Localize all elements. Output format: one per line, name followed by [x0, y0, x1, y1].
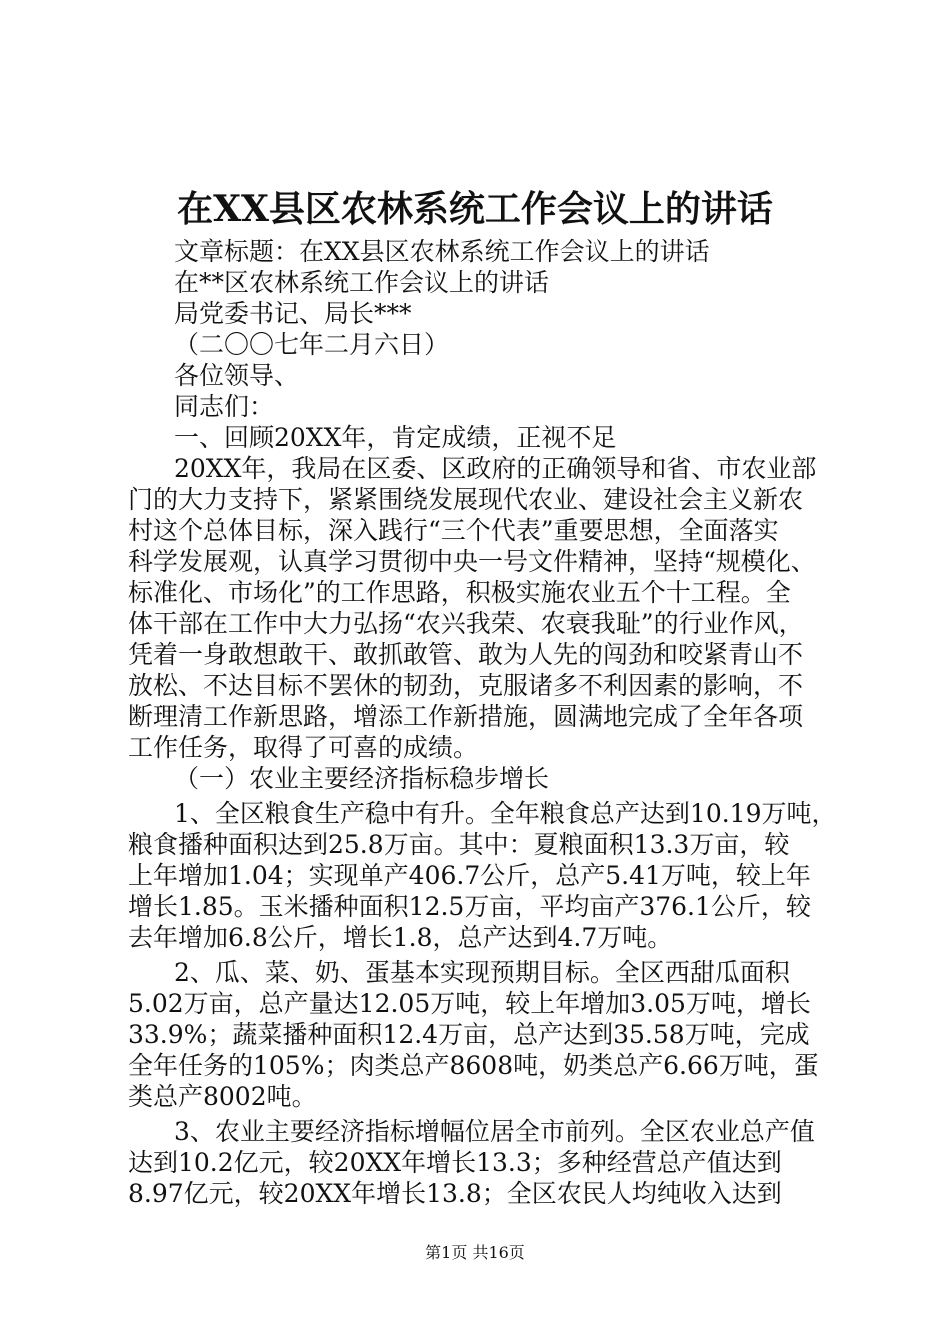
paragraph-line: 达到10.2亿元，较20XX年增长13.3；多种经营总产值达到	[128, 1148, 782, 1177]
paragraph-line: 全年任务的105%；肉类总产8608吨，奶类总产6.66万吨，蛋	[128, 1051, 819, 1080]
date-line: （二〇〇七年二月六日）	[174, 330, 450, 359]
paragraph-line: 门的大力支持下，紧紧围绕发展现代农业、建设社会主义新农	[128, 485, 804, 514]
salutation-line: 各位领导、	[174, 361, 300, 390]
paragraph-line: 8.97亿元，较20XX年增长13.8；全区农民人均纯收入达到	[128, 1179, 782, 1208]
paragraph-line: 2、瓜、菜、奶、蛋基本实现预期目标。全区西甜瓜面积	[174, 958, 790, 987]
document-title: 在XX县区农林系统工作会议上的讲话	[177, 188, 773, 230]
subsection-heading: （一）农业主要经济指标稳步增长	[174, 764, 550, 793]
paragraph-line: 体干部在工作中大力弘扬“农兴我荣、农衰我耻”的行业作风，	[128, 609, 804, 638]
article-title-line: 文章标题：在XX县区农林系统工作会议上的讲话	[174, 237, 710, 266]
paragraph-line: 放松、不达目标不罢休的韧劲，克服诸多不利因素的影响，不	[128, 671, 804, 700]
page-number: 第1页 共16页	[425, 1243, 525, 1262]
paragraph-line: 断理清工作新思路，增添工作新措施，圆满地完成了全年各项	[128, 702, 804, 731]
paragraph-line: 粮食播种面积达到25.8万亩。其中：夏粮面积13.3万亩，较	[128, 830, 790, 859]
paragraph-line: 标准化、市场化”的工作思路，积极实施农业五个十工程。全	[128, 578, 791, 607]
paragraph-line: 上年增加1.04；实现单产406.7公斤，总产5.41万吨，较上年	[128, 861, 811, 890]
paragraph-line: 村这个总体目标，深入践行“三个代表”重要思想，全面落实	[128, 516, 779, 545]
salutation-line: 同志们：	[174, 392, 275, 421]
paragraph-line: 增长1.85。玉米播种面积12.5万亩，平均亩产376.1公斤，较	[128, 892, 811, 921]
paragraph-line: 3、农业主要经济指标增幅位居全市前列。全区农业总产值	[174, 1117, 815, 1146]
paragraph-line: 科学发展观，认真学习贯彻中央一号文件精神，坚持“规模化、	[128, 547, 816, 576]
paragraph-line: 去年增加6.8公斤，增长1.8，总产达到4.7万吨。	[128, 923, 673, 952]
document-body	[128, 236, 840, 1209]
speaker-line: 局党委书记、局长***	[174, 299, 412, 328]
paragraph-line: 5.02万亩，总产量达12.05万吨，较上年增加3.05万吨，增长	[128, 989, 811, 1018]
paragraph-line: 类总产8002吨。	[128, 1082, 317, 1111]
paragraph-line: 20XX年，我局在区委、区政府的正确领导和省、市农业部	[174, 454, 817, 483]
paragraph-line: 凭着一身敢想敢干、敢抓敢管、敢为人先的闯劲和咬紧青山不	[128, 640, 804, 669]
paragraph-line: 33.9%；蔬菜播种面积12.4万亩，总产达到35.58万吨，完成	[128, 1020, 810, 1049]
speech-title-line: 在**区农林系统工作会议上的讲话	[174, 268, 550, 297]
paragraph-line: 1、全区粮食生产稳中有升。全年粮食总产达到10.19万吨，	[174, 799, 837, 828]
section-heading: 一、回顾20XX年，肯定成绩，正视不足	[174, 423, 617, 452]
paragraph-line: 工作任务，取得了可喜的成绩。	[128, 733, 479, 762]
